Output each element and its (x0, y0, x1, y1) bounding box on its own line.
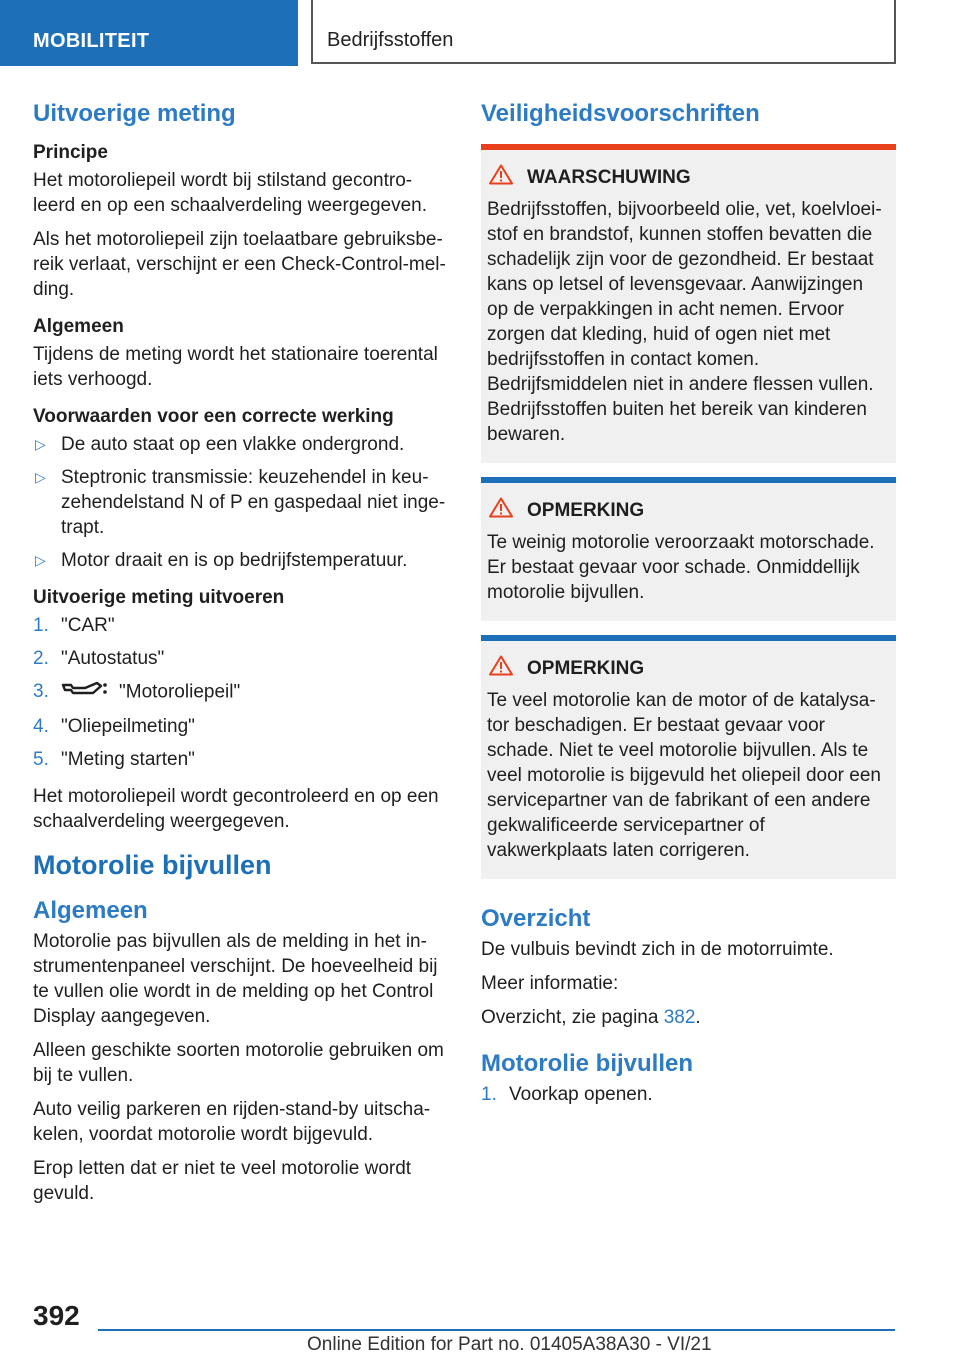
triangle-bullet-icon: ▷ (35, 552, 46, 568)
warning-title (487, 164, 888, 191)
overzicht-ref-prefix: Overzicht, zie pagina (481, 1007, 664, 1028)
section-tab[interactable] (0, 0, 298, 66)
uitvoeren-steps (33, 613, 448, 772)
step-number: 5. (33, 749, 49, 770)
step-number: 3. (33, 681, 49, 702)
bijvullen-paragraph-2: Alleen geschikte soorten motorolie gebruiken om bij te vullen. (33, 1040, 444, 1086)
voorwaarden-heading: Voorwaarden voor een correcte werking (33, 406, 394, 427)
step-item (33, 613, 448, 638)
step-number: 1. (33, 615, 49, 636)
page-number: 392 (33, 1300, 80, 1331)
bijvullen-paragraph-3: Auto veilig parkeren en rijden-stand-by uitschakelen, voordat motorolie wordt bijgevuld. (33, 1099, 431, 1145)
chapter-tab[interactable] (311, 0, 896, 64)
list-item (33, 548, 448, 573)
algemeen-block (33, 316, 448, 392)
principe-heading: Principe (33, 142, 108, 163)
step-text: "CAR" (61, 615, 115, 636)
warning-triangle-icon (489, 164, 513, 191)
overzicht-title: Overzicht (481, 905, 591, 932)
uitvoeren-block (33, 587, 448, 834)
algemeen-subtitle: Algemeen (33, 897, 148, 924)
note-label: OPMERKING (527, 657, 645, 679)
oil-can-icon (61, 679, 109, 706)
step-item (33, 714, 448, 739)
section-title-uitvoerige-meting: Uitvoerige meting (33, 100, 236, 127)
note-title (487, 497, 888, 524)
step-text: Voorkap openen. (509, 1084, 653, 1105)
note-callout-2 (481, 635, 896, 879)
note-callout-1 (481, 477, 896, 621)
warning-bar (481, 144, 896, 150)
warning-label: WAARSCHUWING (527, 166, 691, 188)
overzicht-paragraph-3 (481, 1005, 896, 1030)
step-number: 1. (481, 1084, 497, 1105)
triangle-bullet-icon: ▷ (35, 469, 46, 485)
voorwaarden-list (33, 432, 448, 573)
overzicht-ref-suffix: . (695, 1007, 701, 1028)
overzicht-paragraph-1: De vulbuis bevindt zich in de motorruimte. (481, 939, 834, 960)
footer-edition: Online Edition for Part no. 01405A38A30 - VI/21 (307, 1334, 712, 1355)
list-item (33, 432, 448, 457)
section-tab-label: MOBILITEIT (33, 30, 150, 52)
overzicht-paragraph-2: Meer informatie: (481, 973, 619, 994)
principe-paragraph-1: Het motoroliepeil wordt bij stilstand gecontroleerd en op een schaalverdeling weergegeven. (33, 170, 427, 216)
algemeen-heading: Algemeen (33, 316, 124, 337)
warning-text: Bedrijfsstoffen, bijvoorbeeld olie, vet, koelvloeistof en brandstof, kunnen stoffen bevatten die schadelijk zijn voor de gezondheid. Er bestaat kans op letsel of levensgevaar. Aanwijzingen op de verpakkingen in acht nemen. Ervoor zorgen dat kleding, huid of ogen niet met bedrijfsstoffen in contact komen. Bedrijfsmiddelen niet in andere flessen vullen. Bedrijfsstoffen buiten het bereik van kinderen bewaren. (487, 199, 882, 445)
bijvullen-paragraph-1: Motorolie pas bijvullen als de melding in het instrumentenpaneel verschijnt. De hoeveelheid bij te vullen olie wordt in de melding op het Control Display aangegeven. (33, 931, 438, 1027)
step-item (33, 747, 448, 772)
list-item (33, 465, 448, 540)
uitvoeren-result: Het motoroliepeil wordt gecontroleerd en op een schaalverdeling weergegeven. (33, 786, 439, 832)
step-text: "Autostatus" (61, 648, 165, 669)
chapter-tab-label: Bedrijfsstoffen (327, 29, 454, 51)
voorwaarden-block (33, 406, 448, 573)
section-title-motorolie-bijvullen: Motorolie bijvullen (33, 850, 272, 880)
step-number: 2. (33, 648, 49, 669)
bijvullen-title: Motorolie bijvullen (481, 1050, 694, 1077)
note-bar (481, 635, 896, 641)
triangle-bullet-icon: ▷ (35, 436, 46, 452)
algemeen-paragraph: Tijdens de meting wordt het stationaire toerental iets verhoogd. (33, 344, 438, 390)
list-item-text: Steptronic transmissie: keuzehendel in keuzehendelstand N of P en gaspedaal niet ingetrapt. (61, 467, 446, 538)
warning-callout (481, 144, 896, 463)
section-title-veiligheidsvoorschriften: Veiligheidsvoorschriften (481, 100, 760, 127)
principe-paragraph-2: Als het motoroliepeil zijn toelaatbare gebruiksbereik verlaat, verschijnt er een Check-Control-melding. (33, 229, 446, 300)
bijvullen-steps (481, 1082, 896, 1107)
step-item (481, 1082, 896, 1107)
right-column (481, 100, 896, 1119)
step-text: "Oliepeilmeting" (61, 716, 195, 737)
step-item (33, 646, 448, 671)
step-number: 4. (33, 716, 49, 737)
page-reference-link[interactable]: 382 (663, 1007, 696, 1028)
note-bar (481, 477, 896, 483)
bijvullen-paragraph-4: Erop letten dat er niet te veel motorolie wordt gevuld. (33, 1158, 412, 1204)
warning-triangle-icon (489, 655, 513, 682)
left-column (33, 100, 448, 1215)
principe-block (33, 142, 448, 302)
list-item-text: Motor draait en is op bedrijfstemperatuur. (61, 550, 408, 571)
warning-triangle-icon (489, 497, 513, 524)
step-text: "Motoroliepeil" (119, 681, 241, 703)
footer-divider (98, 1329, 895, 1331)
step-text: "Meting starten" (61, 749, 195, 770)
note-title (487, 655, 888, 682)
list-item-text: De auto staat op een vlakke ondergrond. (61, 434, 405, 455)
uitvoeren-heading: Uitvoerige meting uitvoeren (33, 587, 285, 608)
note-text: Te weinig motorolie veroorzaakt motorschade. Er bestaat gevaar voor schade. Onmiddellijk motorolie bijvullen. (487, 532, 875, 603)
note-label: OPMERKING (527, 499, 645, 521)
note-text: Te veel motorolie kan de motor of de katalysator beschadigen. Er bestaat gevaar voor schade. Niet te veel motorolie bijvullen. Als te veel motorolie is bijgevuld het oliepeil door een servicepartner van de fabrikant of een andere gekwalificeerde servicepartner of vakwerkplaats laten corrigeren. (487, 690, 881, 861)
step-item (33, 679, 448, 706)
